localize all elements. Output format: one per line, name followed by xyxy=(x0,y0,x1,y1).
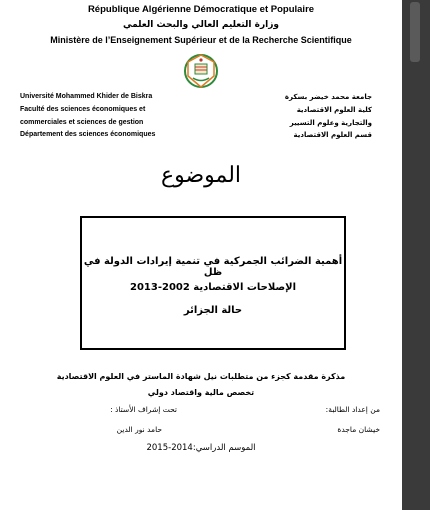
supervisor-name: حامد نور الدين xyxy=(116,425,162,434)
institution-ar-line-1: جامعة محمد خيضر بسكرة xyxy=(284,93,372,101)
ministry-title-ar: وزارة التعليم العالي والبحث العلمي xyxy=(122,20,280,30)
memo-line-1: مذكرة مقدمة كجزء من متطلبات نيل شهادة الماستر في العلوم الاقتصادية xyxy=(56,372,346,381)
viewer-scroll-area[interactable] xyxy=(402,0,430,510)
university-logo xyxy=(183,50,219,92)
institution-fr-line-2: Faculté des sciences économiques et xyxy=(20,106,146,113)
institution-fr-line-3: commerciales et sciences de gestion xyxy=(20,119,144,126)
student-name: خيشان ماجدة xyxy=(337,425,380,434)
institution-ar-line-4: قسم العلوم الاقتصادية xyxy=(293,131,372,139)
ministry-title-fr: Ministère de l’Enseignement Supérieur et de la Recherche Scientifique xyxy=(50,35,352,45)
student-label: من إعداد الطالبة: xyxy=(325,405,380,414)
title-line-1: أهمية الضرائب الجمركية في تنمية إيرادات الدولة في ظل xyxy=(83,256,343,278)
title-line-3: حالة الجزائر xyxy=(183,305,243,316)
subject-heading: الموضوع xyxy=(160,163,242,188)
memo-line-2: تخصص مالية واقتصاد دولي xyxy=(147,388,255,397)
academic-year: الموسم الدراسي:2014-2015 xyxy=(146,443,256,453)
title-box xyxy=(80,216,346,350)
republic-title-fr: République Algérienne Démocratique et Populaire xyxy=(87,4,315,15)
institution-ar-line-2: كلية العلوم الاقتصادية xyxy=(296,106,372,114)
institution-fr-line-1: Université Mohammed Khider de Biskra xyxy=(20,93,153,100)
title-line-2: الإصلاحات الاقتصادية 2002-2013 xyxy=(129,282,296,293)
institution-ar-line-3: والتجارية وعلوم التسيير xyxy=(289,119,372,127)
supervisor-label: تحت إشراف الأستاذ : xyxy=(110,405,177,414)
scrollbar-thumb[interactable] xyxy=(410,2,420,62)
institution-fr-line-4: Département des sciences économiques xyxy=(20,131,156,138)
